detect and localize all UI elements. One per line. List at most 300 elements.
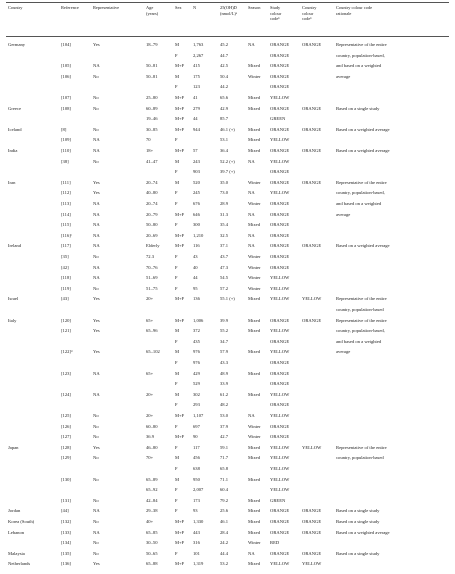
cell-sex: F <box>175 423 178 429</box>
cell-n: 44 <box>193 275 198 281</box>
cell-sex: F <box>175 84 178 90</box>
cell-representative: NA <box>93 508 100 514</box>
cell-study-colour: YELLOW <box>270 158 290 164</box>
cell-reference: [38] <box>61 158 69 164</box>
cell-study-colour: ORANGE <box>270 126 290 132</box>
cell-rationale: Based on a single study <box>336 550 380 556</box>
cell-n: 415 <box>193 63 200 69</box>
cell-rationale: Based on a weighted average <box>336 126 390 132</box>
cell-study-colour: YELLOW <box>270 466 290 471</box>
header-sex: Sex <box>175 5 182 10</box>
cell-vitd: 71.1 <box>220 476 229 482</box>
cell-vitd: 42.5 <box>220 63 229 69</box>
cell-age: 19–46 <box>146 116 158 122</box>
cell-n: 529 <box>193 381 200 387</box>
cell-season: NA <box>248 190 255 196</box>
cell-n: 116 <box>193 243 200 249</box>
cell-season: Mixed <box>248 349 260 355</box>
cell-reference: [127] <box>61 434 71 440</box>
cell-age: 20+ <box>146 413 154 418</box>
cell-representative: NA <box>93 63 100 69</box>
cell-representative: Yes <box>93 296 100 302</box>
cell-age: 20–79 <box>146 211 158 217</box>
cell-rationale: Representative of the entire <box>336 179 387 185</box>
cell-sex: M+F <box>175 105 185 111</box>
cell-rationale: country, population-based <box>336 307 384 312</box>
cell-reference: [125] <box>61 413 71 418</box>
cell-age: 20–74 <box>146 201 158 206</box>
cell-sex: F <box>175 275 178 281</box>
cell-representative: NA <box>93 222 100 228</box>
cell-vitd: 45.2 <box>220 42 229 47</box>
cell-sex: F <box>175 508 178 514</box>
cell-vitd: 43.3 <box>220 360 229 365</box>
cell-vitd: 47.3 <box>220 264 229 270</box>
cell-season: Mixed <box>248 126 260 132</box>
cell-sex: M <box>175 455 180 461</box>
cell-study-colour: ORANGE <box>270 42 290 47</box>
cell-sex: F <box>175 190 178 196</box>
header-representative: Representative <box>93 5 120 10</box>
cell-rationale: and based on a weighted <box>336 338 382 344</box>
cell-rationale: country, population-based, <box>336 52 385 58</box>
cell-season: Mixed <box>248 148 260 153</box>
cell-sex: F <box>175 285 178 291</box>
cell-study-colour: YELLOW <box>270 561 290 567</box>
cell-reference: [105] <box>61 63 71 69</box>
cell-season: Mixed <box>248 137 260 143</box>
cell-sex: F <box>175 487 178 493</box>
cell-reference: [115] <box>61 222 71 228</box>
cell-study-colour: ORANGE <box>270 222 290 228</box>
cell-age: 40–80 <box>146 190 158 196</box>
cell-age: 65–88 <box>146 561 158 567</box>
cell-age: 50–81 <box>146 73 158 79</box>
cell-age: 20–69 <box>146 232 158 238</box>
cell-season: Mixed <box>248 105 260 111</box>
cell-vitd: 39.7 (+) <box>220 169 235 175</box>
cell-reference: [8] <box>61 126 67 132</box>
cell-age: 65+ <box>146 317 154 323</box>
cell-vitd: 31.3 <box>220 211 229 217</box>
cell-sex: F <box>175 222 178 228</box>
cell-study-colour: YELLOW <box>270 444 290 450</box>
cell-vitd: 39.9 <box>220 317 229 323</box>
cell-n: 1,107 <box>193 413 204 418</box>
cell-country-colour: ORANGE <box>302 519 322 524</box>
cell-reference: [120] <box>61 317 71 323</box>
cell-study-colour: ORANGE <box>270 63 290 69</box>
cell-study-colour: YELLOW <box>270 455 290 461</box>
cell-season: Winter <box>248 201 261 206</box>
cell-sex: M <box>175 328 180 334</box>
cell-vitd: 53.1 <box>220 137 229 143</box>
cell-sex: F <box>175 444 178 450</box>
cell-vitd: 71.7 <box>220 455 229 461</box>
cell-country-colour: ORANGE <box>302 550 322 556</box>
cell-reference: [35] <box>61 254 69 259</box>
cell-representative: No <box>93 550 99 556</box>
cell-reference: [131] <box>61 497 71 503</box>
cell-country-colour: ORANGE <box>302 105 322 111</box>
cell-age: 42–84 <box>146 497 158 503</box>
cell-n: 2,267 <box>193 52 204 58</box>
cell-n: 903 <box>193 169 200 175</box>
cell-sex: M+F <box>175 243 185 249</box>
cell-sex: F <box>175 360 178 365</box>
cell-country-colour: ORANGE <box>302 243 322 249</box>
cell-sex: M <box>175 158 180 164</box>
cell-season: Mixed <box>248 561 260 567</box>
cell-sex: F <box>175 497 178 503</box>
cell-sex: M <box>175 179 180 185</box>
cell-representative: NA <box>93 264 100 270</box>
cell-n: 93 <box>193 508 198 514</box>
cell-season: Winter <box>248 264 261 270</box>
cell-age: 60–80 <box>146 423 158 429</box>
cell-vitd: 35.0 <box>220 179 229 185</box>
cell-vitd: 54.5 <box>220 275 229 281</box>
cell-country: Jordan <box>8 508 21 514</box>
cell-sex: M <box>175 391 180 397</box>
cell-sex: F <box>175 169 178 175</box>
cell-reference: [136] <box>61 561 71 567</box>
cell-vitd: 43.7 <box>220 254 229 259</box>
cell-reference: [122]ᵈ <box>61 349 73 355</box>
cell-vitd: 65.6 <box>220 95 229 100</box>
cell-vitd: 73.0 <box>220 190 229 196</box>
cell-n: 1,763 <box>193 42 204 47</box>
cell-n: 2,007 <box>193 487 204 493</box>
cell-study-colour: ORANGE <box>270 264 290 270</box>
cell-country: Lebanon <box>8 529 25 535</box>
cell-reference: [134] <box>61 540 71 546</box>
cell-season: Mixed <box>248 476 260 482</box>
cell-representative: No <box>93 254 99 259</box>
cell-study-colour: YELLOW <box>270 391 290 397</box>
cell-n: 1,319 <box>193 561 204 567</box>
cell-season: NA <box>248 413 255 418</box>
cell-sex: M <box>175 370 180 376</box>
cell-n: 245 <box>193 190 200 196</box>
cell-rationale: Based on a single study <box>336 519 380 524</box>
cell-study-colour: ORANGE <box>270 381 290 387</box>
header-top-rule <box>6 2 449 3</box>
cell-sex: F <box>175 402 178 408</box>
cell-reference: [110] <box>61 148 71 153</box>
cell-reference: [106] <box>61 73 71 79</box>
cell-season: NA <box>248 232 255 238</box>
cell-age: 65+ <box>146 370 154 376</box>
cell-country-colour: ORANGE <box>302 317 322 323</box>
cell-season: Winter <box>248 179 261 185</box>
cell-representative: No <box>93 126 99 132</box>
cell-age: 46–80 <box>146 444 158 450</box>
cell-season: NA <box>248 42 255 47</box>
cell-country: Iran <box>8 179 16 185</box>
cell-vitd: 44.7 <box>220 52 229 58</box>
cell-study-colour: ORANGE <box>270 232 290 238</box>
cell-vitd: 53.0 <box>220 413 229 418</box>
cell-n: 173 <box>193 497 200 503</box>
cell-rationale: country, population-based <box>336 455 384 461</box>
header-vitd: 25(OH)D (nmol/L)ᵃ <box>220 5 238 16</box>
cell-age: 18+ <box>146 148 154 153</box>
cell-age: 41–47 <box>146 158 158 164</box>
cell-n: 95 <box>193 285 198 291</box>
header-bottom-rule <box>6 36 449 37</box>
cell-season: NA <box>248 211 255 217</box>
cell-representative: NA <box>93 148 100 153</box>
cell-study-colour: ORANGE <box>270 254 290 259</box>
header-season: Season <box>248 5 261 10</box>
cell-reference: [111] <box>61 179 71 185</box>
cell-reference: [132] <box>61 519 71 524</box>
cell-vitd: 48.9 <box>220 370 229 376</box>
cell-study-colour: ORANGE <box>270 211 290 217</box>
cell-country-colour: YELLOW <box>302 296 322 302</box>
cell-study-colour: ORANGE <box>270 423 290 429</box>
cell-rationale: Based on a single study <box>336 105 380 111</box>
cell-vitd: 57.2 <box>220 285 229 291</box>
cell-study-colour: YELLOW <box>270 275 290 281</box>
cell-reference: [133] <box>61 529 71 535</box>
cell-representative: No <box>93 73 99 79</box>
cell-vitd: 32.5 <box>220 232 229 238</box>
cell-age: 20+ <box>146 296 154 302</box>
cell-vitd: 42.7 <box>220 434 229 440</box>
cell-vitd: 34.7 <box>220 338 229 344</box>
cell-sex: M <box>175 476 180 482</box>
cell-sex: M+F <box>175 116 185 122</box>
cell-country-colour: ORANGE <box>302 508 322 514</box>
header-rationale: Country colour code rationale <box>336 5 373 16</box>
cell-vitd: 61.2 <box>220 391 229 397</box>
cell-age: Elderly <box>146 243 160 249</box>
cell-season: Winter <box>248 254 261 259</box>
cell-sex: M+F <box>175 529 185 535</box>
cell-vitd: 37.9 <box>220 423 229 429</box>
cell-season: NA <box>248 158 255 164</box>
cell-reference: [128] <box>61 444 71 450</box>
cell-study-colour: ORANGE <box>270 360 290 365</box>
cell-vitd: 59.1 <box>220 444 229 450</box>
cell-reference: [108] <box>61 105 71 111</box>
cell-vitd: 65.8 <box>220 466 229 471</box>
cell-rationale: Representative of the entire <box>336 42 387 47</box>
cell-sex: M <box>175 349 180 355</box>
cell-sex: F <box>175 466 178 471</box>
cell-country-colour: ORANGE <box>302 148 322 153</box>
cell-study-colour: ORANGE <box>270 201 290 206</box>
cell-sex: F <box>175 381 178 387</box>
cell-season: Winter <box>248 275 261 281</box>
cell-reference: [124] <box>61 391 71 397</box>
cell-representative: No <box>93 285 99 291</box>
cell-study-colour: ORANGE <box>270 529 290 535</box>
cell-n: 1,210 <box>193 232 204 238</box>
cell-season: Winter <box>248 73 261 79</box>
cell-representative: No <box>93 540 99 546</box>
cell-reference: [116]ᶜ <box>61 232 72 238</box>
cell-n: 316 <box>193 540 200 546</box>
cell-sex: F <box>175 264 178 270</box>
cell-season: Winter <box>248 285 261 291</box>
cell-reference: [123] <box>61 370 71 376</box>
cell-study-colour: ORANGE <box>270 179 290 185</box>
cell-representative: Yes <box>93 42 100 47</box>
cell-vitd: 42.9 <box>220 105 229 111</box>
cell-season: Winter <box>248 540 261 546</box>
cell-country: Greece <box>8 105 22 111</box>
cell-reference: [104] <box>61 42 71 47</box>
cell-country: Korea (South) <box>8 519 35 524</box>
cell-vitd: 57.9 <box>220 349 229 355</box>
cell-n: 1,006 <box>193 317 204 323</box>
cell-study-colour: YELLOW <box>270 137 290 143</box>
cell-rationale: Representative of the entire <box>336 444 387 450</box>
cell-reference: [44] <box>61 508 69 514</box>
cell-n: 429 <box>193 370 200 376</box>
cell-sex: M+F <box>175 317 185 323</box>
cell-sex: F <box>175 550 178 556</box>
cell-season: Mixed <box>248 370 260 376</box>
cell-age: 65–89 <box>146 476 158 482</box>
cell-sex: F <box>175 52 178 58</box>
cell-age: 60–89 <box>146 105 158 111</box>
cell-representative: NA <box>93 275 100 281</box>
cell-sex: F <box>175 338 178 344</box>
cell-representative: NA <box>93 370 100 376</box>
cell-country: Iceland <box>8 126 22 132</box>
cell-study-colour: ORANGE <box>270 550 290 556</box>
cell-country-colour: ORANGE <box>302 529 322 535</box>
cell-study-colour: ORANGE <box>270 148 290 153</box>
cell-study-colour: GREEN <box>270 497 286 503</box>
cell-representative: Yes <box>93 190 100 196</box>
cell-n: 638 <box>193 466 200 471</box>
cell-reference: [118] <box>61 275 71 281</box>
cell-season: Mixed <box>248 63 260 69</box>
cell-representative: NA <box>93 529 100 535</box>
header-country: Country <box>8 5 23 10</box>
cell-study-colour: ORANGE <box>270 84 290 90</box>
cell-representative: NA <box>93 391 100 397</box>
cell-representative: No <box>93 105 99 111</box>
cell-vitd: 28.4 <box>220 529 229 535</box>
cell-representative: NA <box>93 232 100 238</box>
cell-vitd: 46.1 <box>220 519 229 524</box>
cell-study-colour: GREEN <box>270 116 286 122</box>
cell-n: 456 <box>193 455 200 461</box>
cell-reference: [119] <box>61 285 71 291</box>
cell-n: 1,330 <box>193 519 204 524</box>
cell-n: 302 <box>193 391 200 397</box>
cell-rationale: average <box>336 211 351 217</box>
cell-representative: NA <box>93 137 100 143</box>
cell-season: Mixed <box>248 455 260 461</box>
cell-season: Mixed <box>248 391 260 397</box>
cell-n: 136 <box>193 296 200 302</box>
header-study-colour: Study colour codeᵇ <box>270 5 282 22</box>
cell-n: 41 <box>193 95 198 100</box>
header-n: N <box>193 5 197 10</box>
cell-age: 40+ <box>146 519 154 524</box>
cell-vitd: 55.1 (+) <box>220 296 235 302</box>
cell-representative: No <box>93 476 99 482</box>
cell-country: Netherlands <box>8 561 31 567</box>
cell-n: 435 <box>193 338 200 344</box>
cell-season: NA <box>248 243 255 249</box>
cell-sex: M+F <box>175 296 185 302</box>
cell-reference: [129] <box>61 455 71 461</box>
cell-study-colour: ORANGE <box>270 73 290 79</box>
cell-country-colour: ORANGE <box>302 126 322 132</box>
cell-sex: M+F <box>175 561 185 567</box>
cell-age: 70 <box>146 137 151 143</box>
cell-reference: [121] <box>61 328 71 334</box>
cell-n: 676 <box>193 201 200 206</box>
cell-vitd: 24.2 <box>220 540 229 546</box>
cell-sex: M+F <box>175 540 185 546</box>
cell-study-colour: RED <box>270 540 280 546</box>
cell-study-colour: ORANGE <box>270 508 290 514</box>
cell-country: Japan <box>8 444 19 450</box>
cell-reference: [112] <box>61 190 71 196</box>
cell-season: Mixed <box>248 519 260 524</box>
cell-rationale: and based on a weighted <box>336 63 382 69</box>
cell-season: Winter <box>248 423 261 429</box>
cell-sex: M+F <box>175 126 185 132</box>
cell-age: 70–76 <box>146 264 158 270</box>
cell-reference: [107] <box>61 95 71 100</box>
cell-vitd: 48.2 <box>220 402 229 408</box>
cell-reference: [126] <box>61 423 71 429</box>
cell-season: Mixed <box>248 497 260 503</box>
cell-age: 65–85 <box>146 529 158 535</box>
cell-vitd: 36.4 <box>220 148 229 153</box>
cell-study-colour: ORANGE <box>270 370 290 376</box>
cell-representative: No <box>93 519 99 524</box>
cell-rationale: and based on a weighted <box>336 201 382 206</box>
cell-sex: F <box>175 201 178 206</box>
cell-study-colour: ORANGE <box>270 52 290 58</box>
cell-n: 90 <box>193 434 198 440</box>
cell-age: 70+ <box>146 455 154 461</box>
cell-country-colour: ORANGE <box>302 42 322 47</box>
cell-age: 20+ <box>146 391 154 397</box>
cell-rationale: Based on a weighted average <box>336 243 390 249</box>
cell-age: 51–75 <box>146 285 158 291</box>
cell-sex: M+F <box>175 434 185 440</box>
cell-vitd: 33.9 <box>220 381 229 387</box>
cell-study-colour: ORANGE <box>270 519 290 524</box>
cell-n: 101 <box>193 550 200 556</box>
cell-age: 18–79 <box>146 42 158 47</box>
cell-vitd: 55.2 <box>220 328 229 334</box>
cell-representative: No <box>93 434 99 440</box>
cell-age: 65–92 <box>146 487 158 493</box>
cell-reference: [114] <box>61 211 71 217</box>
cell-n: 646 <box>193 211 200 217</box>
cell-age: 30–50 <box>146 540 158 546</box>
cell-study-colour: YELLOW <box>270 296 290 302</box>
cell-country: Malaysia <box>8 550 25 556</box>
cell-season: Winter <box>248 434 261 440</box>
cell-reference: [42] <box>61 264 69 270</box>
header-age: Age (years) <box>146 5 159 16</box>
cell-sex: M+F <box>175 519 185 524</box>
